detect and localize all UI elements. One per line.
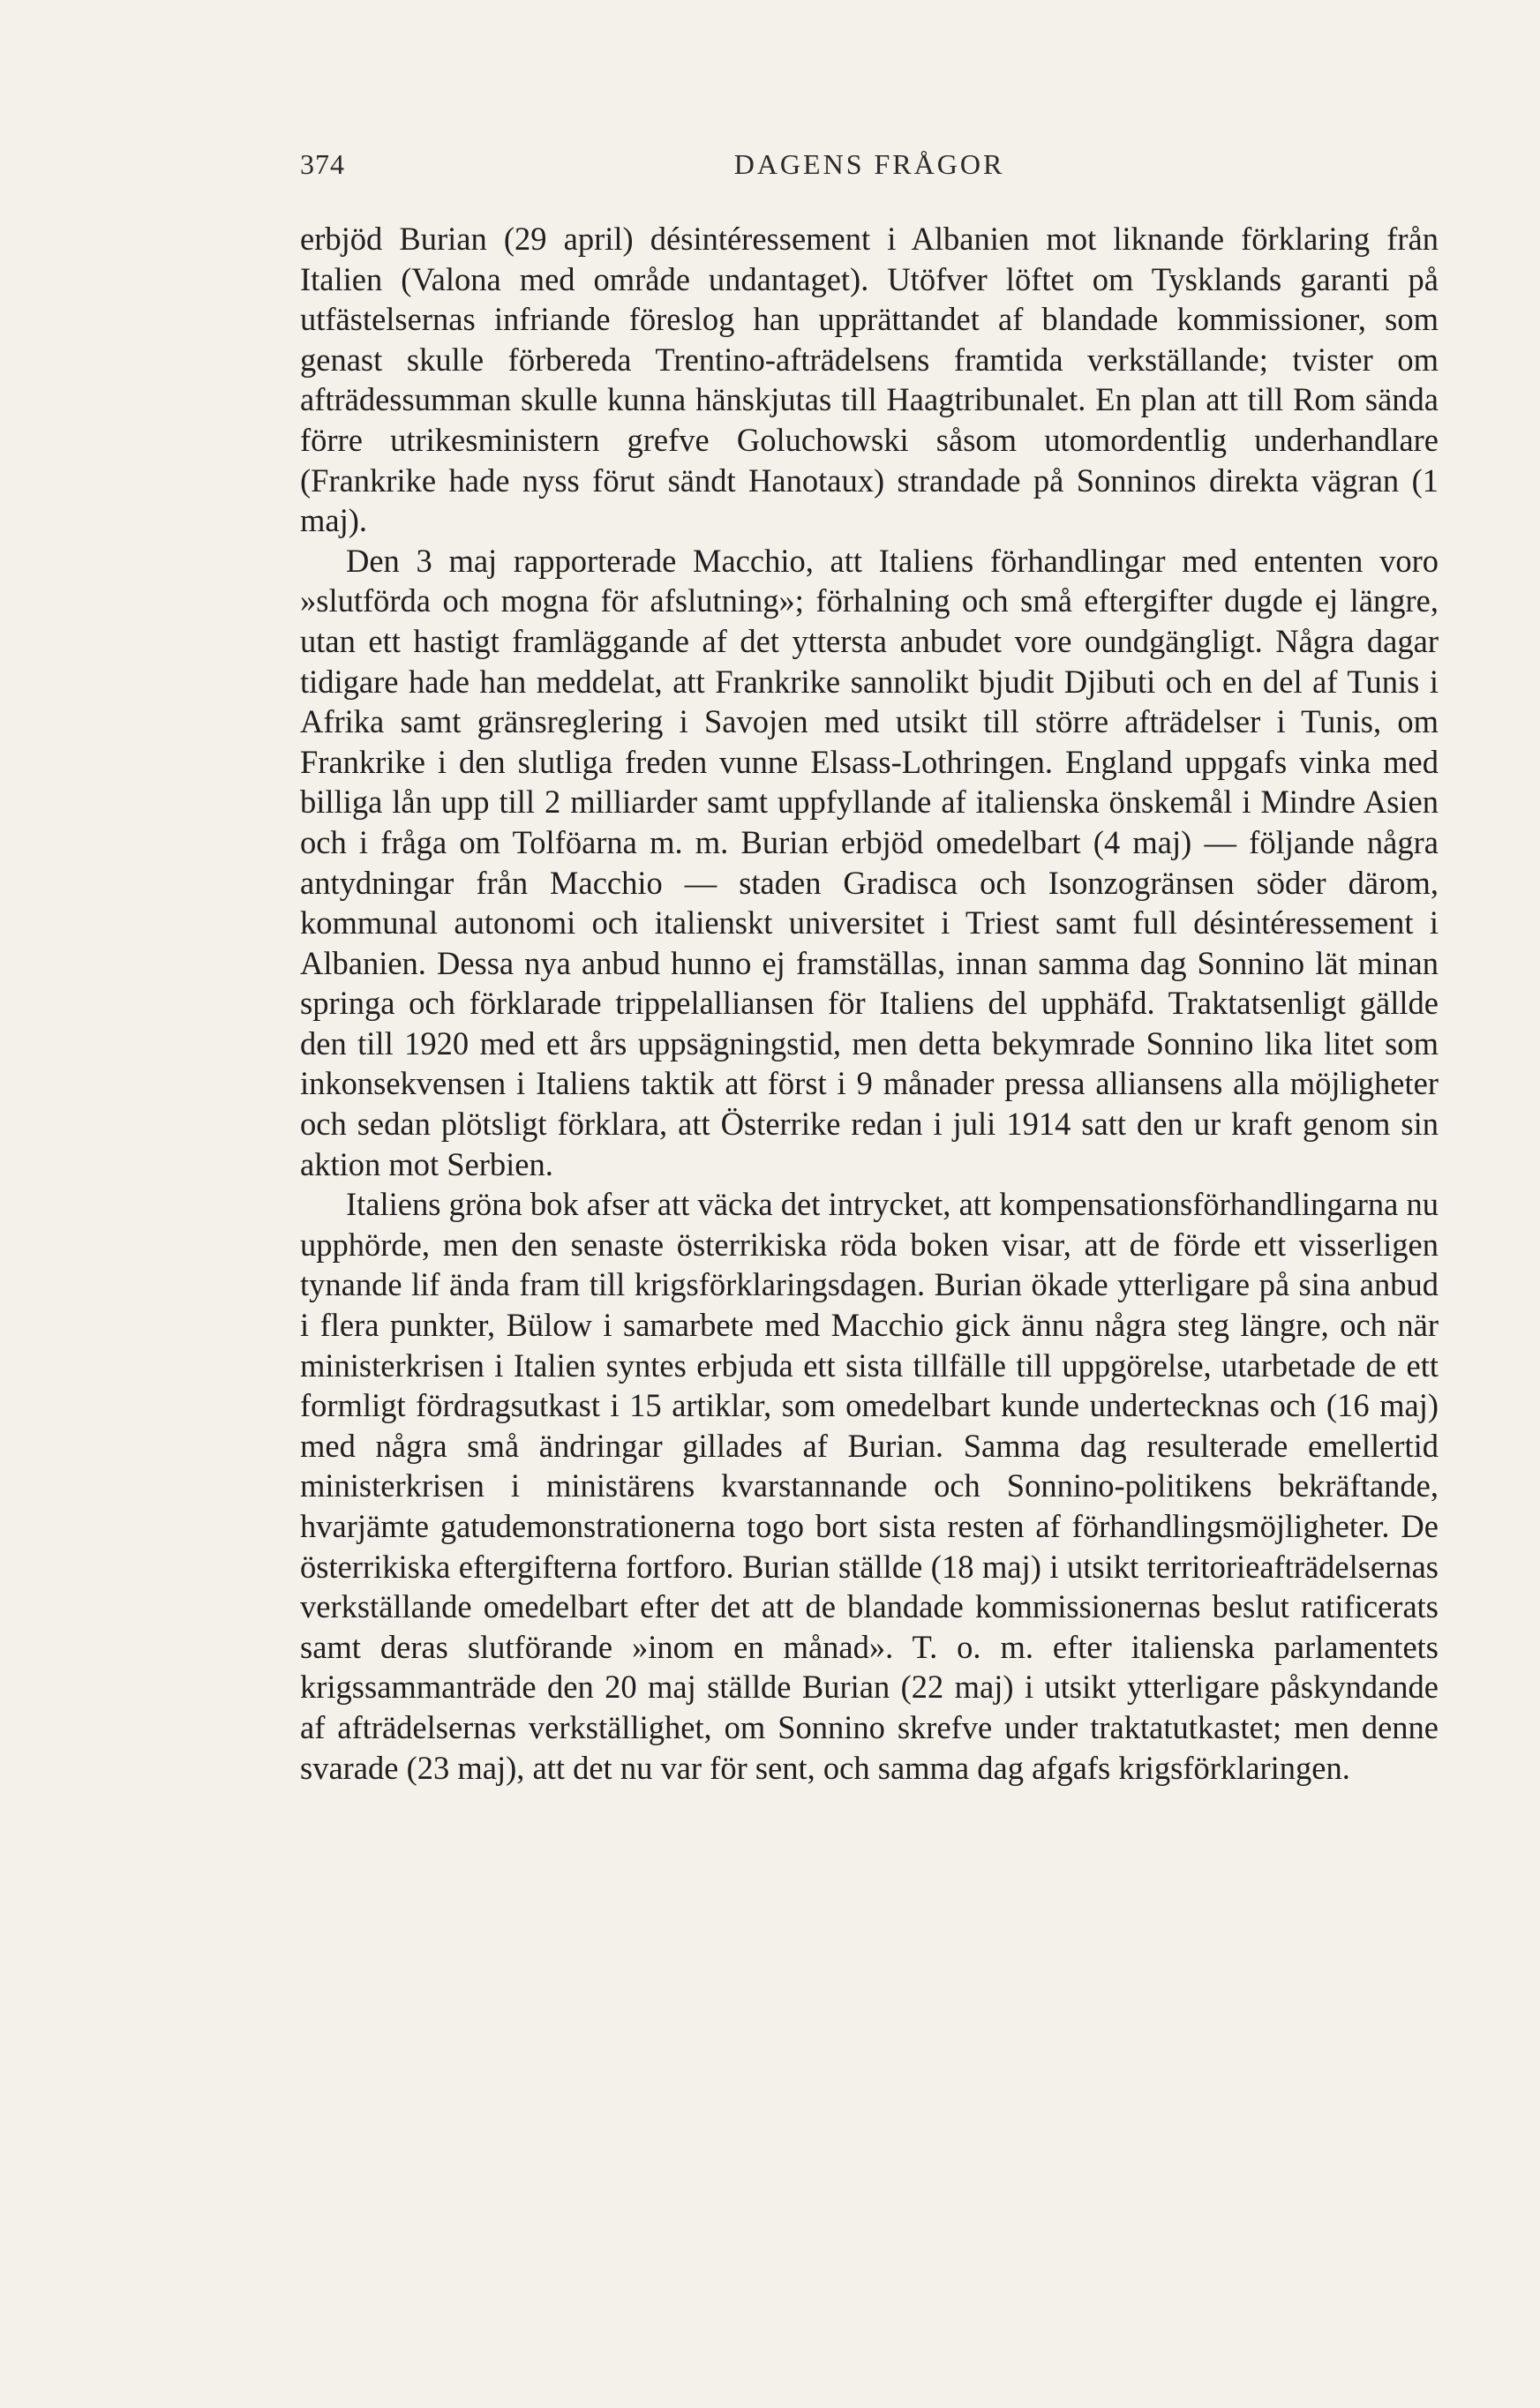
- paragraph-3: Italiens gröna bok afser att väcka det intrycket, att kompensationsförhandlingarna nu upphörde, men den senaste österrikiska röda boken visar, att de förde ett visserligen tynande lif ända fram till krigsförklaringsdagen. Burian ökade ytterligare på sina anbud i flera punkter, Bülow i samarbete med Macchio gick ännu några steg längre, och när ministerkrisen i Italien syntes erbjuda ett sista tillfälle till uppgörelse, utarbetade de ett formligt fördragsutkast i 15 artiklar, som omedelbart kunde undertecknas och (16 maj) med några små ändringar gillades af Burian. Samma dag resulterade emellertid ministerkrisen i ministärens kvarstannande och Sonnino-politikens bekräftande, hvarjämte gatudemonstrationerna togo bort sista resten af förhandlingsmöjligheter. De österrikiska eftergifterna fortforo. Burian ställde (18 maj) i utsikt territorieafträdelsernas verkställande omedelbart efter det att de blandade kommissionernas beslut ratificerats samt deras slutförande »inom en månad». T. o. m. efter italienska parlamentets krigssammanträde den 20 maj ställde Burian (22 maj) i utsikt ytterligare påskyndande af afträdelsernas verkställighet, om Sonnino skrefve under traktatutkastet; men denne svarade (23 maj), att det nu var för sent, och samma dag afgafs krigsförklaringen.: [300, 1186, 1439, 1786]
- paragraph-1: erbjöd Burian (29 april) désintéressement i Albanien mot liknande förklaring från Italien (Valona med område undantaget). Utöfver löftet om Tysklands garanti på utfästelsernas infriande föreslog han upprättandet af blandade kommissioner, som genast skulle förbereda Trentino-afträdelsens framtida verkställande; tvister om afträdessumman skulle kunna hänskjutas till Haagtribunalet. En plan att till Rom sända förre utrikesministern grefve Goluchowski såsom utomordentlig underhandlare (Frankrike hade nyss förut sändt Hanotaux) strandade på Sonninos direkta vägran (1 maj).: [300, 221, 1439, 539]
- body-text: [300, 219, 1439, 1788]
- page-header: [300, 148, 1439, 192]
- page-number: 374: [300, 148, 345, 180]
- paragraph-2: Den 3 maj rapporterade Macchio, att Italiens förhandlingar med ententen voro »slutförda och mogna för afslutning»; förhalning och små eftergifter dugde ej längre, utan ett hastigt framläggande af det yttersta anbudet vore oundgängligt. Några dagar tidigare hade han meddelat, att Frankrike sannolikt bjudit Djibuti och en del af Tunis i Afrika samt gränsreglering i Savojen med utsikt till större afträdelser i Tunis, om Frankrike i den slutliga freden vunne Elsass-Lothringen. England uppgafs vinka med billiga lån upp till 2 milliarder samt uppfyllande af italienska önskemål i Mindre Asien och i fråga om Tolföarna m. m. Burian erbjöd omedelbart (4 maj) — följande några antydningar från Macchio — staden Gradisca och Isonzogränsen söder därom, kommunal autonomi och italienskt universitet i Triest samt full désintéressement i Albanien. Dessa nya anbud hunno ej framställas, innan samma dag Sonnino lät minan springa och förklarade trippelalliansen för Italiens del upphäfd. Traktatsenligt gällde den till 1920 med ett års uppsägningstid, men detta bekymrade Sonnino lika litet som inkonsekvensen i Italiens taktik att först i 9 månader pressa alliansens alla möjligheter och sedan plötsligt förklara, att Österrike redan i juli 1914 satt den ur kraft genom sin aktion mot Serbien.: [300, 542, 1439, 1182]
- running-head: DAGENS FRÅGOR: [733, 148, 1005, 180]
